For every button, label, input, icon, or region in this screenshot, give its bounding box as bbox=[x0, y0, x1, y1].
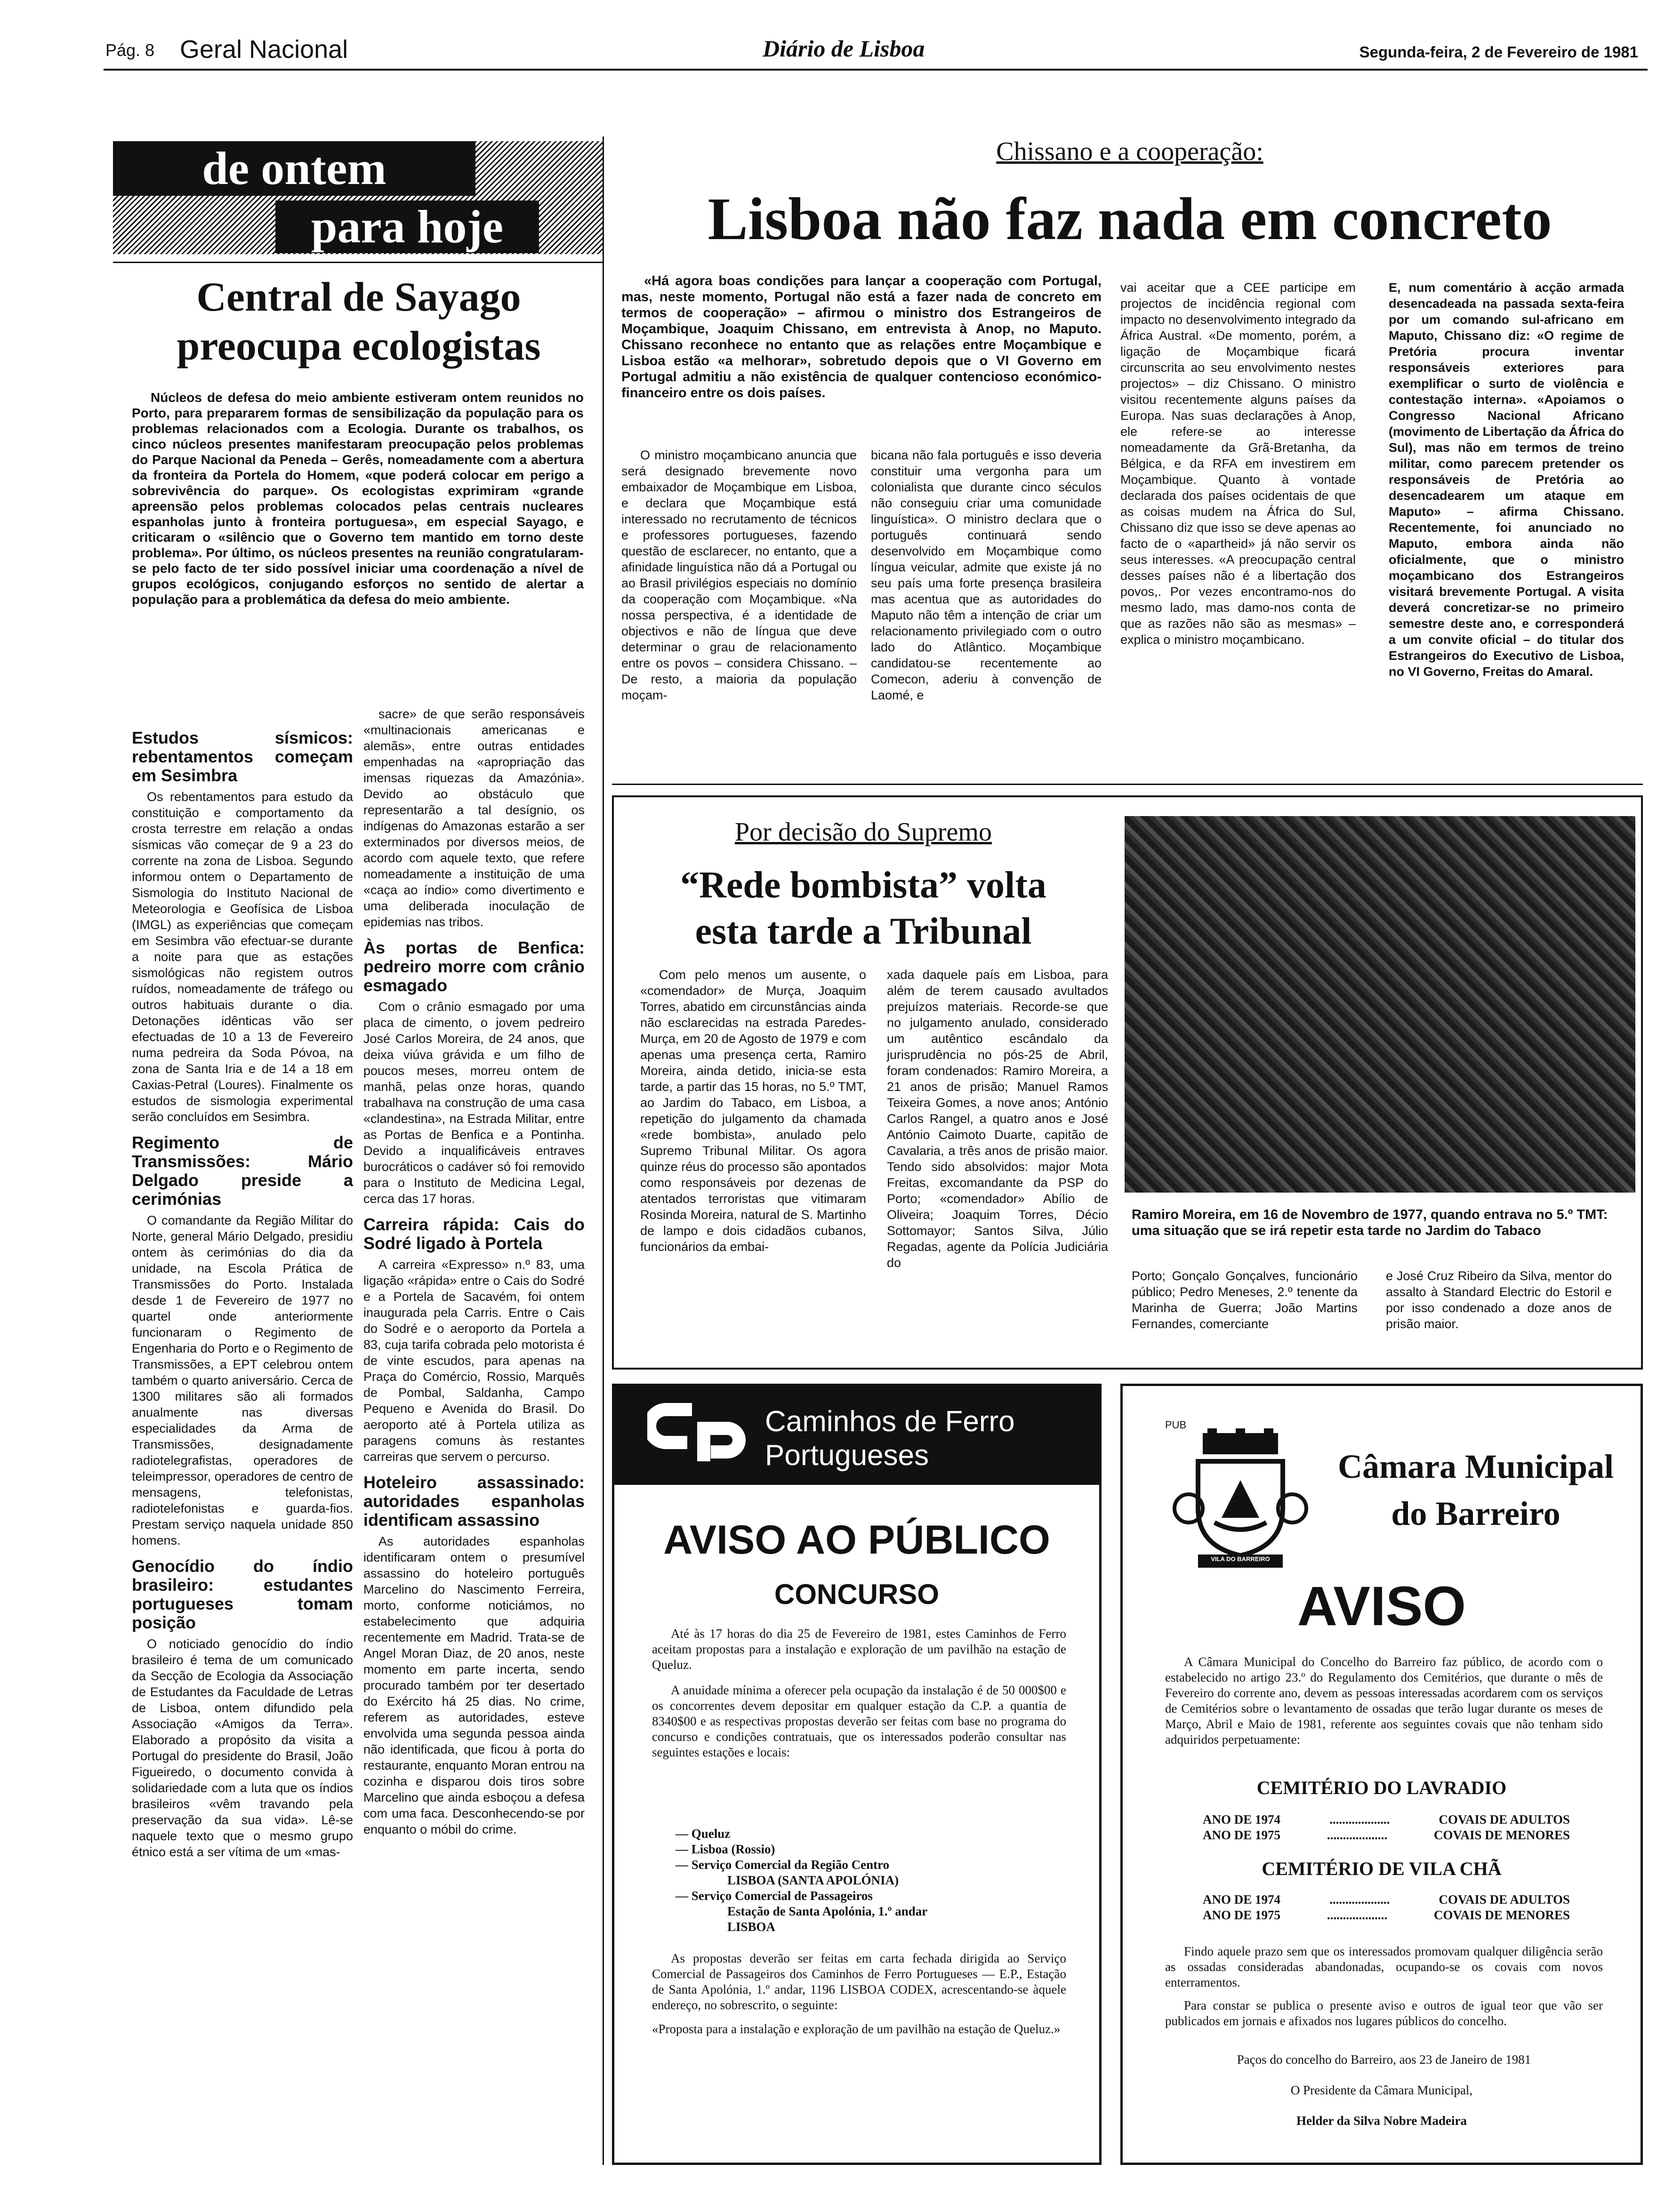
cemetery-row-what: COVAIS DE MENORES bbox=[1433, 1908, 1570, 1922]
section-title: Geral Nacional bbox=[180, 35, 348, 64]
barreiro-title-1: Câmara Municipal bbox=[1338, 1448, 1614, 1485]
cemetery-row-dots: ................... bbox=[1329, 1892, 1390, 1907]
article-paragraph: A carreira «Expresso» n.º 83, uma ligação «rápida» entre o Cais do Sodré e a Portela de Sacavém, foi ontem inaugurada pela Carris. Entre o Cais do Sodré e o aeroporto da Portela a 83, cuja tarifa cobrada pelo motorista é de vinte escudos, para apenas na Praça do Comércio, Rossio, Marquês de Pombal, Saldanha, Campo Pequeno e Avenida do Brasil. Do aeroporto até à Portela utiliza as paragens comuns às restantes carreiras que servem o percurso. bbox=[363, 1258, 585, 1464]
cp-location-item: Estação de Santa Apolónia, 1.º andar bbox=[727, 1904, 928, 1918]
cp-location-item: LISBOA (SANTA APOLÓNIA) bbox=[727, 1873, 899, 1887]
sidebar-col-1 bbox=[132, 720, 353, 1860]
main-kicker: Chissano e a cooperação: bbox=[996, 137, 1263, 166]
main-col-3: vai aceitar que a CEE participe em projectos de incidência regional com impacto no desenvolvimento integrado da África Austral. «De momento, porém, a ligação de Moçambique ficará circunscrita ao seu envolvimento nestes projectos» – diz Chissano. O ministro visitou recentemente alguns países da Europa. Nas suas declarações à Anop, ele refere-se ao interesse nomeadamente da Grã-Bretanha, da Bélgica, e da RFA em investirem em Moçambique. Quanto à vontade declarada dos países ocidentais de que as coisas mudem na África do Sul, Chissano diz que isso se deve apenas ao facto de o «apartheid» já não servir os seus interesses. «A preocupação central desses países não é a libertação dos povos,. Por vezes encontramo-nos do mesmo lado, mas damo-nos conta de que as razões não são as mesmas» – explica o ministro moçambicano. bbox=[1120, 281, 1356, 647]
cemetery-row-year: ANO DE 1974 bbox=[1203, 1812, 1281, 1827]
cemetery-row-what: COVAIS DE ADULTOS bbox=[1439, 1892, 1570, 1907]
lavradio-rows bbox=[1203, 1812, 1570, 1843]
article-subhead: Genocídio do índio brasileiro: estudantes portugueses tomam posição bbox=[132, 1556, 353, 1632]
pub-tag: PUB bbox=[1165, 1419, 1187, 1431]
barreiro-heading: AVISO bbox=[1297, 1575, 1466, 1637]
cemetery-row-what: COVAIS DE ADULTOS bbox=[1439, 1812, 1570, 1827]
tribunal-col-2: xada daquele país em Lisboa, para além de terem causado avultados prejuízos materiais. Recorde-se que no julgamento anulado, considerado um autêntico escândalo da jurisprudência no pós-25 de Abril, foram condenados: Ramiro Moreira, a 21 anos de prisão; Manuel Ramos Teixeira Gomes, a nove anos; António Carlos Rangel, a quatro anos e José António Caimoto Duarte, capitão de Cavalaria, a três anos de prisão maior. Tendo sido absolvidos: major Mota Freitas, excomandante da PSP do Porto; «comendador» Abílio de Oliveira; Joaquim Torres, Décio Sottomayor; Santos Silva, Júlio Regadas, agente da Polícia Judiciária do bbox=[887, 968, 1108, 1270]
barreiro-paragraph-1: A Câmara Municipal do Concelho do Barreiro faz público, de acordo com o estabelecido no artigo 23.º do Regulamento dos Cemitérios, que durante o mês de Fevereiro do corrente ano, devem as pessoas interessadas acordarem com os serviços de Cemitérios sobre o levantamento de ossadas que terão lugar durante os meses de Março, Abril e Maio de 1981, referente aos seguintes covais que não tenham sido adquiridos perpetuamente: bbox=[1165, 1655, 1603, 1747]
tribunal-col-3: Porto; Gonçalo Gonçalves, funcionário público; Pedro Meneses, 2.º tenente da Marinha de Guerra; João Martins Fernandes, comerciante bbox=[1132, 1269, 1358, 1331]
barreiro-crest bbox=[1170, 1428, 1311, 1570]
signature-title: O Presidente da Câmara Municipal, bbox=[1290, 2083, 1473, 2097]
sidebar-top-rule bbox=[113, 262, 603, 263]
barreiro-title-2: do Barreiro bbox=[1391, 1495, 1560, 1532]
cemetery-row-dots: ................... bbox=[1329, 1812, 1390, 1827]
cemetery-row bbox=[1203, 1812, 1570, 1827]
article-subhead: Regimento de Transmissões: Mário Delgado preside a cerimónias bbox=[132, 1133, 353, 1209]
main-headline: Lisboa não faz nada em concreto bbox=[708, 185, 1552, 252]
article-paragraph: Com o crânio esmagado por uma placa de cimento, o jovem pedreiro José Carlos Moreira, de 24 anos, que deixa viúva grávida e um filho de poucos meses, morreu ontem de manhã, pelas onze horas, quando trabalhava na construção de uma casa «clandestina», na Estrada Militar, entre as Portas de Benfica e a Pontinha. Devido a inqualificáveis entraves burocráticos o cadáver só foi removido para o Instituto de Medicina Legal, cerca das 17 horas. bbox=[363, 1000, 585, 1206]
issue-date: Segunda-feira, 2 de Fevereiro de 1981 bbox=[1359, 43, 1638, 61]
tribunal-headline-2: esta tarde a Tribunal bbox=[695, 911, 1032, 952]
article-paragraph: Os rebentamentos para estudo da constituição e comportamento da crosta terrestre em relação a ondas sísmicas vão começar de 9 a 23 do corrente na zona de Lisboa. Segundo informou ontem o Departamento de Sismologia do Instituto Nacional de Meteorologia e Geofísica de Lisboa (IMGL) as experiências que começam em Sesimbra vão efectuar-se durante a noite para que as estações sismológicas não registem outros ruídos, nomeadamente de tráfego ou outros habituais durante o dia. Detonações idênticas vão ser efectuadas de 10 a 13 de Fevereiro numa pedreira da Soda Póvoa, na zona de Santa Iria e de 14 a 18 em Caxias-Petral (Loures). Finalmente os estudos de sismologia experimental serão concluídos em Sesimbra. bbox=[132, 790, 353, 1124]
cp-location-item: LISBOA bbox=[727, 1920, 776, 1934]
cp-logo-icon bbox=[647, 1400, 746, 1471]
main-bottom-rule bbox=[612, 784, 1643, 785]
article-subhead: Às portas de Benfica: pedreiro morre com crânio esmagado bbox=[363, 938, 585, 995]
masthead-rule bbox=[104, 69, 1648, 71]
cp-location-item: — Serviço Comercial de Passageiros bbox=[676, 1889, 873, 1903]
sidebar-right-rule bbox=[603, 136, 604, 2165]
cp-locations-list bbox=[676, 1826, 1033, 1935]
article-paragraph: O noticiado genocídio do índio brasileiro é tema de um comunicado da Secção de Ecologia da Associação de Estudantes da Faculdade de Letras de Lisboa, ontem difundido pela Associação «Amigos da Terra». Elaborado a propósito da visita a Portugal do presidente do Brasil, João Figueiredo, o documento convida à solidariedade com a luta que os índios brasileiros «vêm travando pela preservação da sua vida». Lê-se naquele texto que o mesmo grupo étnico está a ser vítima de um «mas- bbox=[132, 1637, 353, 1859]
cemetery-row-what: COVAIS DE MENORES bbox=[1433, 1828, 1570, 1842]
cemetery-row-year: ANO DE 1975 bbox=[1203, 1828, 1281, 1842]
barreiro-date-line: Paços do concelho do Barreiro, aos 23 de Janeiro de 1981 bbox=[1237, 2052, 1531, 2067]
cp-location-item: — Queluz bbox=[676, 1827, 731, 1841]
cp-paragraph-4: «Proposta para a instalação e exploração de um pavilhão na estação de Queluz.» bbox=[652, 2022, 1061, 2036]
vila-cha-rows bbox=[1203, 1892, 1570, 1923]
barreiro-advert bbox=[1120, 1384, 1643, 2165]
main-col-1: O ministro moçambicano anuncia que será designado brevemente novo embaixador de Moçambique em Lisboa, e declara que Moçambique está interessado no recrutamento de técnicos e professores portugueses, fazendo questão de esclarecer, no entanto, que a afinidade linguística não dá a Portugal ou ao Brasil privilégios especiais no domínio da cooperação com Moçambique. «Na nossa perspectiva, é a identidade de objectivos e não de língua que deve determinar o grau de relacionamento entre os povos – considera Chissano. – De resto, a maioria da população moçam- bbox=[621, 448, 857, 702]
banner-de-ontem: de ontem bbox=[113, 141, 475, 196]
cp-subtitle: CONCURSO bbox=[774, 1579, 939, 1610]
cp-advert bbox=[612, 1384, 1102, 2165]
tribunal-story bbox=[612, 795, 1643, 1370]
cemetery-row-year: ANO DE 1975 bbox=[1203, 1908, 1281, 1922]
cemetery-row bbox=[1203, 1827, 1570, 1843]
article-paragraph: sacre» de que serão responsáveis «multinacionais americanas e alemãs», entre outras entidades empenhadas na «apropriação das imensas riquezas da Amazónia». Devido ao obstáculo que representarão a tal desígnio, os indígenas do Amazonas estarão a ser exterminados por diversos meios, de acordo com aquele texto, que refere nomeadamente a instituição de uma «caça ao índio» como divertimento e uma deliberada inoculação de epidemias nas tribos. bbox=[363, 707, 585, 929]
photo-caption: Ramiro Moreira, em 16 de Novembro de 1977, quando entrava no 5.º TMT: uma situação que se irá repetir esta tarde no Jardim do Tabaco bbox=[1132, 1207, 1608, 1238]
cp-brand-line-1: Caminhos de Ferro bbox=[765, 1405, 1015, 1438]
article-paragraph: O comandante da Região Militar do Norte, general Mário Delgado, presidiu ontem às cerimónias do dia da unidade, na Escola Prática de Transmissões do Porto. Instalada desde 1 de Fevereiro de 1977 no quartel onde anteriormente funcionaram o Regimento de Engenharia do Porto e o Regimento de Transmissões, a EPT celebrou ontem também o quarto aniversário. Cerca de 1300 militares são ali formados anualmente nas diversas especialidades da Arma de Transmissões, designadamente radiotelegrafistas, operadores de teleimpressor, operadores de centro de mensagens, telefonistas, radiotelefonistas e guarda-fios. Prestam serviço naquela unidade 850 homens. bbox=[132, 1213, 353, 1547]
article-subhead: Estudos sísmicos: rebentamentos começam em Sesimbra bbox=[132, 728, 353, 785]
tribunal-col-1: Com pelo menos um ausente, o «comendador» de Murça, Joaquim Torres, abatido em circunstâncias ainda não esclarecidas na estrada Paredes-Murça, em 20 de Agosto de 1979 e com apenas uma presença certa, Ramiro Moreira, ainda detido, inicia-se esta tarde, a partir das 15 horas, no 5.º TMT, ao Jardim do Tabaco, em Lisboa, a repetição do julgamento da chamada «rede bombista», anulado pelo Supremo Tribunal Militar. Os agora quinze réus do processo são apontados como responsáveis por dezenas de atentados terroristas que vitimaram Rosinda Moreira, natural de S. Martinho de lampo e dois cidadãos cubanos, funcionários da embai- bbox=[640, 968, 866, 1254]
cp-paragraph-2: A anuidade mínima a oferecer pela ocupação da instalação é de 50 000$00 e os concorrentes devem depositar em qualquer estação da C.P. a quantia de 8340$00 e as respectivas propostas deverão ser feitas com base no programa do concurso e condições contratuais, que os interessados poderão consultar nas seguintes estações e locais: bbox=[652, 1683, 1066, 1759]
sidebar-col-2 bbox=[363, 706, 585, 1837]
paper-logo: Diário de Lisboa bbox=[763, 35, 925, 62]
cemetery-row bbox=[1203, 1907, 1570, 1923]
banner-para-hoje: para hoje bbox=[275, 200, 539, 253]
signature-name: Helder da Silva Nobre Madeira bbox=[1296, 2114, 1467, 2128]
cp-location-item: — Serviço Comercial da Região Centro bbox=[676, 1858, 890, 1872]
cemetery-vila-cha: CEMITÉRIO DE VILA CHÃ bbox=[1262, 1858, 1502, 1879]
barreiro-paragraph-3: Para constar se publica o presente aviso e outros de igual teor que vão ser publicados em jornais e afixados nos lugares públicos do concelho. bbox=[1165, 1998, 1603, 2028]
cp-brand-line-2: Portugueses bbox=[765, 1439, 929, 1472]
main-col-2: bicana não fala português e isso deveria constituir uma vergonha para um colonialista que durante cinco séculos não conseguiu criar uma comunidade linguística». O ministro declara que o português continuará sendo desenvolvido em Moçambique como língua veicular, admite que existe já no seu país uma forte presença brasileira mas acentua que as autoridades do Maputo não têm a intenção de criar um relacionamento privilegiado com o outro lado do Atlântico. Moçambique candidatou-se recentemente ao Comecon, aderiu à convenção de Laomé, e bbox=[871, 448, 1102, 702]
main-col-4: E, num comentário à acção armada desencadeada na passada sexta-feira por um comando sul-africano em Maputo, Chissano diz: «O regime de Pretória procura inventar responsáveis exteriores para exemplificar o surto de violência e contestação interna». «Apoiamos o Congresso Nacional Africano (movimento de Libertação da África do Sul), mas não em termos de treino militar, como parecem pretender os responsáveis de Pretória ao desencadearem um ataque em Maputo» – afirma Chissano. Recentemente, foi anunciado no Maputo, embora ainda não oficialmente, que o ministro moçambicano dos Estrangeiros visitará brevemente Portugal. A visita deverá concretizar-se no primeiro semestre deste ano, e corresponderá a um convite oficial – do titular dos Estrangeiros do Executivo de Lisboa, no VI Governo, Freitas do Amaral. bbox=[1389, 281, 1624, 679]
tribunal-col-4: e José Cruz Ribeiro da Silva, mentor do assalto à Standard Electric do Estoril e por isso condenado a doze anos de prisão maior. bbox=[1386, 1269, 1612, 1331]
barreiro-paragraph-2: Findo aquele prazo sem que os interessados promovam qualquer diligência serão as ossadas consideradas abandonadas, ocupando-se os covais com novos enterramentos. bbox=[1165, 1944, 1603, 1989]
article-subhead: Hoteleiro assassinado: autoridades espanholas identificam assassino bbox=[363, 1473, 585, 1530]
cemetery-row bbox=[1203, 1892, 1570, 1907]
cemetery-lavradio: CEMITÉRIO DO LAVRADIO bbox=[1256, 1777, 1507, 1798]
sayago-lead: Núcleos de defesa do meio ambiente estiveram ontem reunidos no Porto, para prepararem formas de sensibilização da população para os problemas relacionados com a Ecologia. Durante os trabalhos, os cinco núcleos presentes manifestaram preocupação pelos problemas do Parque Nacional da Peneda – Gerês, nomeadamente com a abertura da fronteira da Portela do Homem, «que poderá colocar em perigo a sobrevivência do parque». Os ecologistas exprimiram «grande apreensão pelos problemas colocados pelas centrais nucleares espanholas junto à fronteira portuguesa», em especial Sayago, e criticaram o «silêncio que o Governo tem mantido em torno deste problema». Por último, os núcleos presentes na reunião congratularam-se pelo facto de ter sido possível iniciar uma coordenação a nível de grupos ecológicos, conjugando esforços no sentido de alertar a população para a problemática da defesa do meio ambiente. bbox=[132, 390, 584, 607]
cemetery-row-dots: ................... bbox=[1327, 1828, 1388, 1842]
cp-paragraph-1: Até às 17 horas do dia 25 de Fevereiro de 1981, estes Caminhos de Ferro aceitam propostas para a instalação e exploração de um pavilhão na estação de Queluz. bbox=[652, 1627, 1066, 1672]
article-paragraph: As autoridades espanholas identificaram ontem o presumível assassino do hoteleiro português Marcelino do Nascimento Ferreira, morto, conforme noticiámos, no estabelecimento que adquiria recentemente em Madrid. Trata-se de Angel Moran Diaz, de 20 anos, neste momento em parte incerta, sendo procurado também por ter desertado do Exército há 25 dias. No crime, referem as autoridades, esteve envolvida uma segunda pessoa ainda não identificada, que ficou à porta do restaurante, enquanto Moran entrou na cozinha e disparou dois tiros sobre Marcelino que ainda esboçou a defesa com uma faca. Desconhecendo-se por enquanto o móbil do crime. bbox=[363, 1534, 585, 1836]
cp-paragraph-3: As propostas deverão ser feitas em carta fechada dirigida ao Serviço Comercial de Passageiros dos Caminhos de Ferro Portugueses — E.P., Estação de Santa Apolónia, 1.º andar, 1196 LISBOA CODEX, acrescentando-se àquele endereço, no sobrescrito, o seguinte: bbox=[652, 1951, 1066, 2012]
cp-title: AVISO AO PÚBLICO bbox=[663, 1517, 1050, 1563]
cemetery-row-year: ANO DE 1974 bbox=[1203, 1892, 1281, 1907]
ramiro-moreira-photo bbox=[1125, 816, 1635, 1193]
crest-ribbon-text: VILA DO BARREIRO bbox=[1211, 1555, 1270, 1563]
tribunal-headline-1: “Rede bombista” volta bbox=[680, 865, 1046, 906]
main-lead: «Há agora boas condições para lançar a cooperação com Portugal, mas, neste momento, Portugal não está a fazer nada de concreto em termos de cooperação» – afirmou o ministro dos Estrangeiros de Moçambique, Joaquim Chissano, em entrevista à Anop, no Maputo. Chissano reconhece no entanto que as relações entre Moçambique e Lisboa estão «a melhorar», sobretudo depois que o VI Governo em Portugal admitiu a não existência de qualquer contencioso económico-financeiro entre os dois países. bbox=[621, 273, 1102, 401]
tribunal-kicker: Por decisão do Supremo bbox=[735, 817, 992, 847]
page-number: Pág. 8 bbox=[105, 40, 155, 60]
cemetery-row-dots: ................... bbox=[1327, 1908, 1388, 1922]
sayago-headline: Central de Sayago preocupa ecologistas bbox=[177, 274, 541, 369]
cp-location-item: — Lisboa (Rossio) bbox=[676, 1842, 775, 1856]
article-subhead: Carreira rápida: Cais do Sodré ligado à Portela bbox=[363, 1215, 585, 1253]
